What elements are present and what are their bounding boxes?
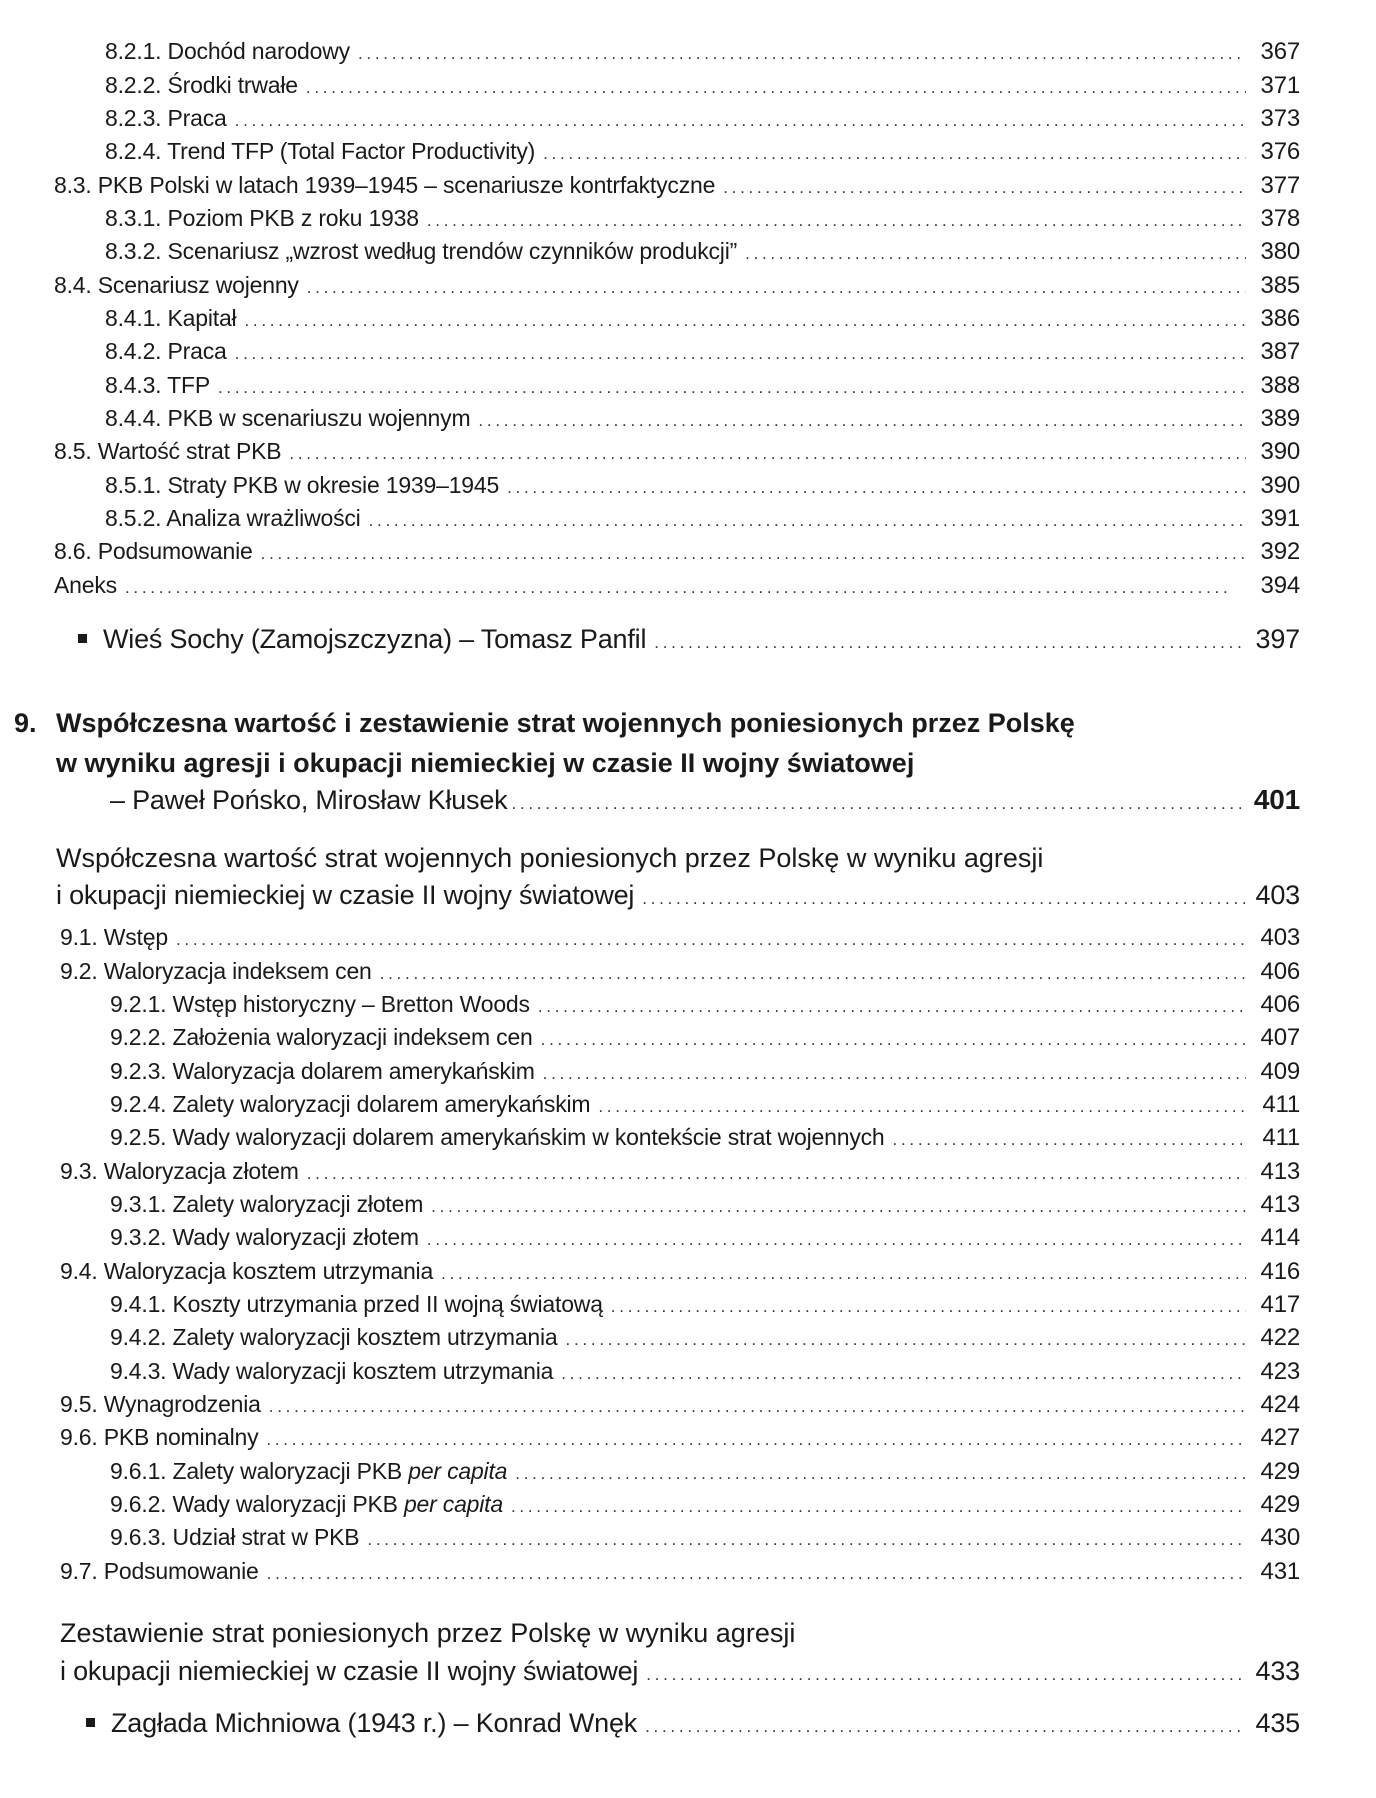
page-number: 386 [1260, 305, 1300, 332]
toc-bullet-entry[interactable] [86, 1708, 1300, 1748]
leader-dots [646, 1665, 1245, 1685]
toc-entry[interactable] [105, 472, 1300, 505]
leader-dots [561, 1364, 1246, 1384]
toc-entry[interactable] [105, 238, 1300, 271]
leader-dots [235, 111, 1246, 131]
entry-label: 8.4. Scenariusz wojenny [54, 272, 299, 298]
page-number: 429 [1260, 1458, 1300, 1485]
entry-label: 9.5. Wynagrodzenia [60, 1391, 261, 1417]
page-number: 401 [1253, 784, 1300, 815]
page-number: 427 [1260, 1424, 1300, 1451]
toc-entry[interactable] [110, 991, 1300, 1024]
toc-entry[interactable] [60, 924, 1300, 957]
entry-label: 9.7. Podsumowanie [60, 1558, 259, 1584]
leader-dots [645, 1717, 1245, 1737]
page-number: 424 [1260, 1391, 1300, 1418]
entry-label: 8.4.2. Praca [105, 338, 227, 364]
entry-label: 9.3.1. Zalety waloryzacji złotem [110, 1191, 424, 1217]
leader-dots [358, 44, 1246, 64]
toc-entry[interactable] [110, 1191, 1300, 1224]
toc-entry[interactable] [105, 372, 1300, 405]
toc-entry[interactable] [110, 1224, 1300, 1257]
part-b-entry[interactable] [60, 1656, 1300, 1694]
entry-label: 8.4.3. TFP [105, 372, 210, 398]
leader-dots [427, 211, 1246, 231]
chapter-authors-entry[interactable] [110, 784, 1300, 824]
entry-label: 8.2.2. Środki trwałe [105, 72, 298, 98]
entry-label: 8.4.1. Kapitał [105, 305, 237, 331]
leader-dots [176, 930, 1246, 950]
entry-label: 9.4.2. Zalety waloryzacji kosztem utrzymania [110, 1324, 558, 1350]
leader-dots [478, 411, 1246, 431]
page-number: 385 [1260, 272, 1300, 299]
leader-dots [745, 244, 1246, 264]
toc-entry[interactable] [54, 538, 1300, 571]
page-number: 423 [1260, 1358, 1300, 1385]
page-number: 416 [1260, 1258, 1300, 1285]
page-number: 390 [1260, 472, 1300, 499]
leader-dots [642, 889, 1245, 909]
toc-entry[interactable] [110, 1058, 1300, 1091]
entry-label: 8.2.1. Dochód narodowy [105, 38, 350, 64]
page-number: 388 [1260, 372, 1300, 399]
entry-label: 9.2. Waloryzacja indeksem cen [60, 958, 372, 984]
toc-entry[interactable] [105, 105, 1300, 138]
entry-label: 8.3.2. Scenariusz „wzrost według trendów czynników produkcji” [105, 238, 738, 264]
leader-dots [289, 444, 1246, 464]
page-number: 406 [1260, 991, 1300, 1018]
leader-dots [723, 178, 1246, 198]
toc-entry[interactable] [54, 438, 1300, 471]
page-number: 377 [1260, 172, 1300, 199]
page-number: 391 [1260, 505, 1300, 532]
toc-bullet-entry[interactable] [78, 624, 1300, 664]
entry-label: 9.6.2. Wady waloryzacji PKB [110, 1491, 404, 1517]
page-number: 376 [1260, 138, 1300, 165]
toc-entry[interactable] [110, 1091, 1300, 1124]
page-number: 371 [1260, 72, 1300, 99]
leader-dots [427, 1230, 1246, 1250]
leader-dots [306, 78, 1246, 98]
toc-entry[interactable] [110, 1124, 1300, 1157]
chapter-title-line-2: w wyniku agresji i okupacji niemieckiej w czasie II wojny światowej [56, 748, 915, 778]
leader-dots [566, 1330, 1246, 1350]
chapter-authors: – Paweł Pońsko, Mirosław Kłusek [110, 785, 508, 815]
leader-dots [125, 578, 1246, 598]
page-number: 422 [1260, 1324, 1300, 1351]
leader-dots [598, 1097, 1246, 1117]
entry-label: 8.2.3. Praca [105, 105, 227, 131]
leader-dots [267, 1564, 1246, 1584]
page-number: 411 [1262, 1124, 1300, 1151]
chapter-number: 9. [14, 708, 37, 738]
entry-label: Aneks [54, 572, 117, 598]
part-a-title-line-2: i okupacji niemieckiej w czasie II wojny światowej [56, 880, 635, 910]
page-number: 387 [1260, 338, 1300, 365]
page-number: 430 [1260, 1524, 1300, 1551]
part-a-title-line-1: Współczesna wartość strat wojennych poniesionych przez Polskę w wyniku agresji [56, 843, 1044, 873]
toc-entry[interactable] [60, 1258, 1300, 1291]
entry-label-wrap [78, 624, 654, 655]
page-number: 413 [1260, 1191, 1300, 1218]
page-number: 414 [1260, 1224, 1300, 1251]
entry-label: 8.6. Podsumowanie [54, 538, 253, 564]
leader-dots [511, 794, 1243, 814]
leader-dots [380, 964, 1246, 984]
entry-label: 9.4.3. Wady waloryzacji kosztem utrzymania [110, 1358, 554, 1384]
entry-label-wrap [86, 1708, 645, 1739]
toc-entry[interactable] [54, 172, 1300, 205]
page-number: 390 [1260, 438, 1300, 465]
toc-entry[interactable] [110, 1458, 1300, 1491]
leader-dots [218, 378, 1246, 398]
leader-dots [269, 1397, 1246, 1417]
entry-label: 9.2.3. Waloryzacja dolarem amerykańskim [110, 1058, 535, 1084]
leader-dots [543, 1064, 1246, 1084]
toc-entry[interactable] [54, 272, 1300, 305]
toc-entry[interactable] [105, 205, 1300, 238]
entry-label-wrap [110, 1458, 515, 1485]
page-number: 409 [1260, 1058, 1300, 1085]
toc-entry[interactable] [105, 405, 1300, 438]
toc-entry[interactable] [105, 38, 1300, 71]
leader-dots [266, 1430, 1246, 1450]
entry-label-wrap [110, 1491, 511, 1518]
part-a-entry[interactable] [56, 880, 1300, 918]
page-number: 367 [1260, 38, 1300, 65]
entry-label: 9.6.1. Zalety waloryzacji PKB [110, 1458, 409, 1484]
page-number: 431 [1260, 1558, 1300, 1585]
entry-label: 9.2.2. Założenia waloryzacji indeksem cen [110, 1024, 533, 1050]
toc-entry[interactable] [105, 505, 1300, 538]
page-number: 403 [1255, 880, 1300, 910]
toc-entry[interactable] [54, 572, 1300, 605]
leader-dots [431, 1197, 1246, 1217]
entry-label: 8.5.2. Analiza wrażliwości [105, 505, 361, 531]
toc-entry[interactable] [110, 1291, 1300, 1324]
entry-label: 8.5.1. Straty PKB w okresie 1939–1945 [105, 472, 500, 498]
entry-label: 9.2.1. Wstęp historyczny – Bretton Woods [110, 991, 530, 1017]
entry-label: Wieś Sochy (Zamojszczyzna) – Tomasz Panfil [103, 624, 647, 654]
leader-dots [235, 344, 1246, 364]
toc-entry[interactable] [105, 305, 1300, 338]
page-number: 406 [1260, 958, 1300, 985]
leader-dots [541, 1030, 1246, 1050]
toc-entry[interactable] [105, 138, 1300, 171]
chapter-title-line-1: Współczesna wartość i zestawienie strat wojennych poniesionych przez Polskę [56, 708, 1075, 738]
page-number: 392 [1260, 538, 1300, 565]
entry-label: 9.3. Waloryzacja złotem [60, 1158, 299, 1184]
leader-dots [367, 1530, 1246, 1550]
leader-dots [307, 1164, 1246, 1184]
toc-entry[interactable] [105, 72, 1300, 105]
leader-dots [261, 544, 1246, 564]
entry-label: 8.3. PKB Polski w latach 1939–1945 – scenariusze kontrfaktyczne [54, 172, 716, 198]
page-number: 433 [1255, 1656, 1300, 1686]
leader-dots [538, 997, 1246, 1017]
leader-dots [654, 633, 1245, 653]
leader-dots [307, 278, 1246, 298]
entry-label: Zagłada Michniowa (1943 r.) – Konrad Wnęk [111, 1708, 638, 1738]
page-number: 389 [1260, 405, 1300, 432]
page-number: 429 [1260, 1491, 1300, 1518]
entry-label: 8.2.4. Trend TFP (Total Factor Productivity) [105, 138, 536, 164]
part-b-title-line-1: Zestawienie strat poniesionych przez Polskę w wyniku agresji [60, 1618, 796, 1648]
page-number: 397 [1255, 624, 1300, 654]
toc-entry[interactable] [110, 1491, 1300, 1524]
leader-dots [511, 1497, 1246, 1517]
entry-label: 9.4.1. Koszty utrzymania przed II wojną światową [110, 1291, 603, 1317]
page-number: 417 [1260, 1291, 1300, 1318]
leader-dots [369, 511, 1246, 531]
entry-label: 9.2.4. Zalety waloryzacji dolarem amerykańskim [110, 1091, 591, 1117]
entry-label-italic: per capita [408, 1458, 508, 1484]
entry-label: 8.3.1. Poziom PKB z roku 1938 [105, 205, 419, 231]
toc-entry[interactable] [110, 1524, 1300, 1557]
leader-dots [893, 1130, 1246, 1150]
entry-label: 9.6. PKB nominalny [60, 1424, 259, 1450]
page-number: 435 [1255, 1708, 1300, 1738]
leader-dots [244, 311, 1246, 331]
entry-label: 9.1. Wstęp [60, 924, 168, 950]
page-number: 380 [1260, 238, 1300, 265]
toc-entry[interactable] [60, 1558, 1300, 1591]
entry-label: 8.4.4. PKB w scenariuszu wojennym [105, 405, 471, 431]
leader-dots [543, 144, 1246, 164]
page-number: 411 [1262, 1091, 1300, 1118]
bullet-square-icon [86, 1718, 95, 1727]
bullet-square-icon [78, 634, 87, 643]
entry-label-italic: per capita [403, 1491, 503, 1517]
page-number: 378 [1260, 205, 1300, 232]
toc-entry[interactable] [60, 1391, 1300, 1424]
leader-dots [441, 1264, 1246, 1284]
page-number: 373 [1260, 105, 1300, 132]
entry-label: 8.5. Wartość strat PKB [54, 438, 282, 464]
toc-entry[interactable] [105, 338, 1300, 371]
page-number: 413 [1260, 1158, 1300, 1185]
page-number: 403 [1260, 924, 1300, 951]
page-number: 394 [1260, 572, 1300, 599]
toc-entry[interactable] [60, 958, 1300, 991]
leader-dots [611, 1297, 1246, 1317]
entry-label: 9.6.3. Udział strat w PKB [110, 1524, 360, 1550]
toc-entry[interactable] [60, 1424, 1300, 1457]
toc-entry[interactable] [60, 1158, 1300, 1191]
entry-label: 9.3.2. Wady waloryzacji złotem [110, 1224, 419, 1250]
leader-dots [515, 1464, 1246, 1484]
leader-dots [507, 478, 1246, 498]
toc-entry[interactable] [110, 1358, 1300, 1391]
toc-entry[interactable] [110, 1024, 1300, 1057]
toc-entry[interactable] [110, 1324, 1300, 1357]
entry-label: 9.4. Waloryzacja kosztem utrzymania [60, 1258, 434, 1284]
entry-label: 9.2.5. Wady waloryzacji dolarem amerykańskim w kontekście strat wojennych [110, 1124, 885, 1150]
page-number: 407 [1260, 1024, 1300, 1051]
part-b-title-line-2: i okupacji niemieckiej w czasie II wojny światowej [60, 1656, 639, 1686]
